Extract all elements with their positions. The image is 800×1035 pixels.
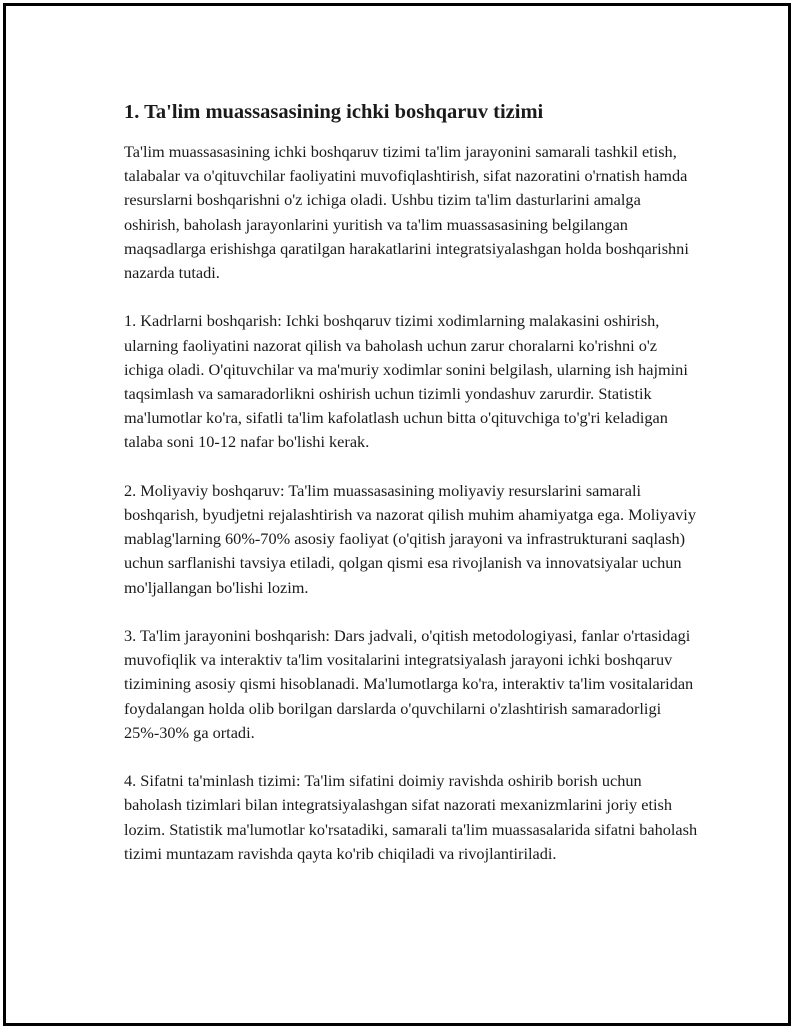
section-title: 1. Ta'lim muassasasining ichki boshqaruv tizimi — [124, 101, 544, 123]
quality-assurance-paragraph: 4. Sifatni ta'minlash tizimi: Ta'lim sifatini doimiy ravishda oshirib borish uchun baholash tizimlari bilan integratsiyalashgan sifat nazorati mexanizmlarini joriy etish lozim. Statistik ma'lumotlar ko'rsatadiki, samarali ta'lim muassasalarida sifatni baholash tizimi muntazam ravishda qayta ko'rib chiqiladi va rivojlantiriladi. — [124, 771, 698, 863]
intro-paragraph: Ta'lim muassasasining ichki boshqaruv tizimi ta'lim jarayonini samarali tashkil etish, talabalar va o'qituvchilar faoliyatini muvofiqlashtirish, sifat nazoratini o'rnatish hamda resurslarni boshqarishni o'z ichiga oladi. Ushbu tizim ta'lim dasturlarini amalga oshirish, baholash jarayonlarini yuritish va ta'lim muassasasining belgilangan maqsadlarga erishishga qaratilgan harakatlarini integratsiyalashgan holda boshqarishni nazarda tutadi. — [124, 142, 689, 283]
staff-management-paragraph: 1. Kadrlarni boshqarish: Ichki boshqaruv tizimi xodimlarning malakasini oshirish, ularning faoliyatini nazorat qilish va baholash uchun zarur choralarni ko'rishni o'z ichiga oladi. O'qituvchilar va ma'muriy xodimlar sonini belgilash, ularning ish hajmini taqsimlash va samaradorlikni oshirish uchun tizimli yondashuv zarurdir. Statistik ma'lumotlar ko'ra, sifatli ta'lim kafolatlash uchun bitta o'qituvchiga to'g'ri keladigan talaba soni 10-12 nafar bo'lishi kerak. — [124, 311, 688, 452]
financial-management-paragraph: 2. Moliyaviy boshqaruv: Ta'lim muassasasining moliyaviy resurslarini samarali boshqarish, byudjetni rejalashtirish va nazorat qilish muhim ahamiyatga ega. Moliyaviy mablag'larning 60%-70% asosiy faoliyat (o'qitish jarayoni va infrastrukturani saqlash) uchun sarflanishi tavsiya etiladi, qolgan qismi esa rivojlanish va innovatsiyalar uchun mo'ljallangan bo'lishi lozim. — [124, 480, 696, 597]
document-body — [120, 98, 700, 890]
education-process-paragraph: 3. Ta'lim jarayonini boshqarish: Dars jadvali, o'qitish metodologiyasi, fanlar o'rtasidagi muvofiqlik va interaktiv ta'lim vositalarini integratsiyalash jarayoni ichki boshqaruv tizimining asosiy qismi hisoblanadi. Ma'lumotlarga ko'ra, interaktiv ta'lim vositalaridan foydalangan holda olib borilgan darslarda o'quvchilarni o'zlashtirish samaradorligi 25%-30% ga ortadi. — [124, 626, 694, 742]
page-frame — [3, 3, 791, 1026]
